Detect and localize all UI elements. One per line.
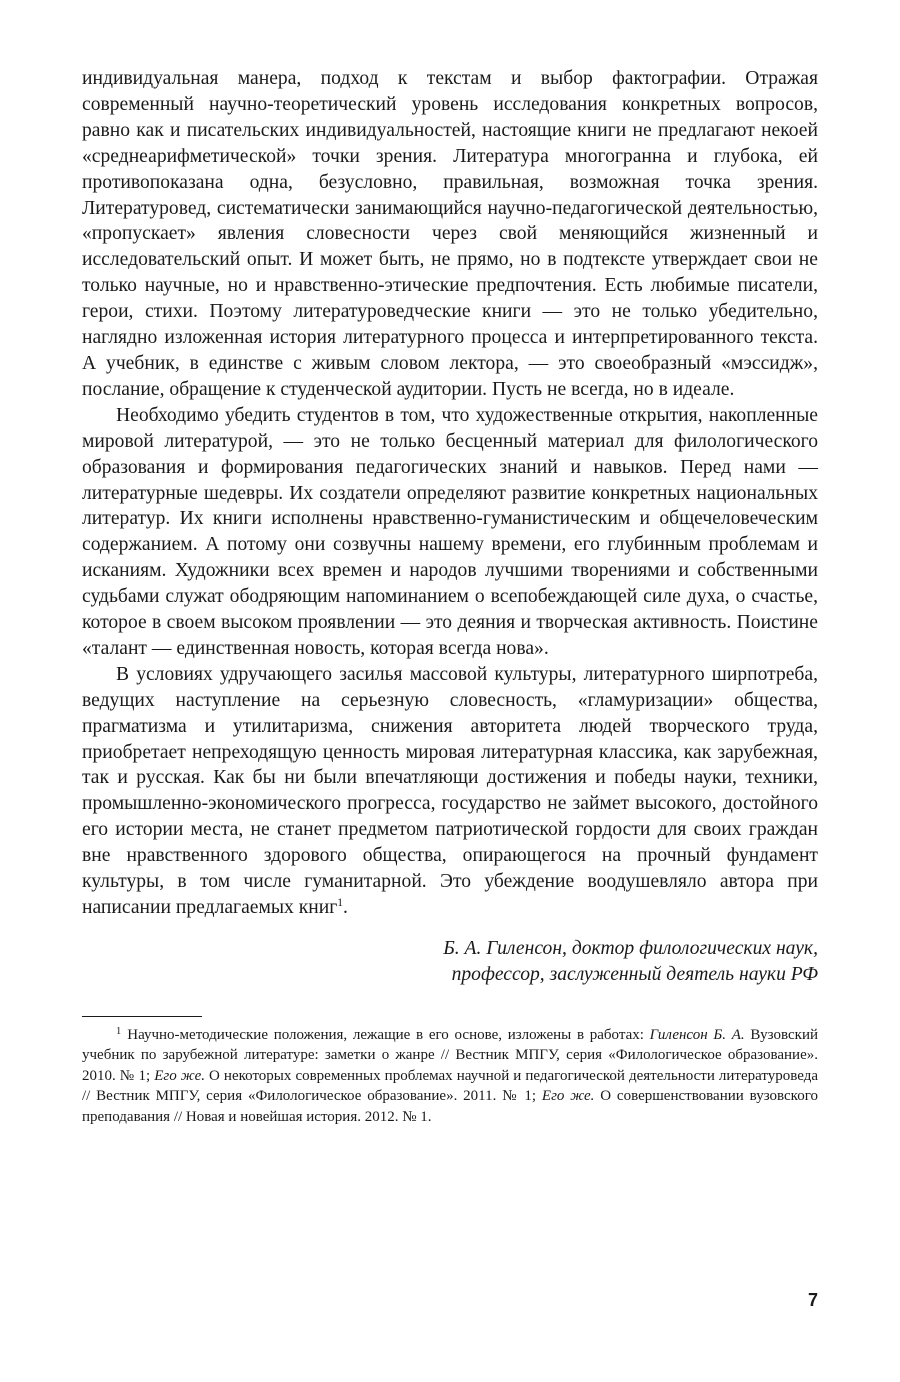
footnote-reference: 1 bbox=[337, 897, 344, 909]
body-paragraph-3 bbox=[82, 662, 818, 921]
body-paragraph-3-end: . bbox=[343, 897, 348, 918]
footnote-text-1: Научно-методические положения, лежащие в его основе, изложены в работах: bbox=[127, 1026, 650, 1043]
body-paragraph-2: Необходимо убедить студентов в том, что художественные открытия, накопленные мировой литературой, — это не только бесценный материал для филологического образования и формирования педагогических знаний и навыков. Перед нами — литературные шедевры. Их создатели определяют развитие конкретных национальных литератур. Их книги исполнены нравственно-гуманистическим и общечеловеческим содержанием. А потому они созвучны нашему времени, его глубинным проблемам и исканиям. Художники всех времен и народов лучшими творениями и собственными судьбами служат ободряющим напоминанием о всепобеждающей силе духа, о счастье, которое в своем высоком проявлении — это деяния и творческая активность. Поистине «талант — единственная новость, которая всегда нова». bbox=[82, 404, 818, 659]
footnote-ibid-1: Его же. bbox=[154, 1067, 205, 1084]
body-paragraph-1: индивидуальная манера, подход к текстам и выбор фактографии. Отражая современный научно-теоретический уровень исследования конкретных вопросов, равно как и писательских индивидуальностей, настоящие книги не предлагают некоей «среднеарифметической» точки зрения. Литература многогранна и глубока, ей противопоказана одна, безусловно, правильная, возможная точка зрения. Литературовед, систематически занимающийся научно-педагогической деятельностью, «пропускает» явления словесности через свой меняющийся жизненный и исследовательский опыт. И может быть, не прямо, но в подтексте утверждает свои не только научные, но и нравственно-этические предпочтения. Есть любимые писатели, герои, стихи. Поэтому литературоведческие книги — это не только убедительно, наглядно изложенная история литературного процесса и интерпретированного текста. А учебник, в единстве с живым словом лектора, — это своеобразный «мэссидж», послание, обращение к студенческой аудитории. Пусть не всегда, но в идеале. bbox=[82, 68, 818, 400]
footnote-author: Гиленсон Б. А. bbox=[649, 1026, 745, 1043]
page-content bbox=[82, 66, 818, 1142]
signature-line-2: профессор, заслуженный деятель науки РФ bbox=[451, 963, 818, 985]
footnote-ibid-2: Его же. bbox=[541, 1088, 595, 1105]
footnote-text-4: О совершенствовании вузовского преподавания // Новая и новейшая история. 2012. № 1. bbox=[82, 1088, 818, 1125]
body-paragraph-3-text: В условиях удручающего засилья массовой культуры, литературного ширпотреба, ведущих наступление на серьезную словесность, «гламуризации» общества, прагматизма и утилитаризма, снижения авторитета людей творческого труда, приобретает непреходящую ценность мировая литературная классика, как зарубежная, так и русская. Как бы ни были впечатляющи достижения и победы науки, техники, промышленно-экономического прогресса, государство не займет высокого, достойного его истории места, не станет предметом патриотической гордости для своих граждан вне нравственного здорового общества, опирающегося на прочный фундамент культуры, в том числе гуманитарной. Это убеждение воодушевляло автора при написании предлагаемых книг bbox=[82, 663, 818, 918]
footnote bbox=[82, 1025, 818, 1128]
page-number: 7 bbox=[807, 1290, 818, 1310]
footnote-text-3: О некоторых современных проблемах научной и педагогической деятельности литературоведа // Вестник МПГУ, серия «Филологическое образование». 2011. № 1; bbox=[82, 1067, 819, 1105]
signature-line-1: Б. А. Гиленсон, доктор филологических наук, bbox=[443, 937, 818, 959]
footnote-divider bbox=[82, 1016, 202, 1017]
footnote-text-2: Вузовский учебник по зарубежной литературе: заметки о жанре // Вестник МПГУ, серия «Филологическое образование». 2010. № 1; bbox=[82, 1026, 818, 1084]
footnote-marker: 1 bbox=[116, 1025, 122, 1037]
author-signature bbox=[82, 936, 818, 988]
